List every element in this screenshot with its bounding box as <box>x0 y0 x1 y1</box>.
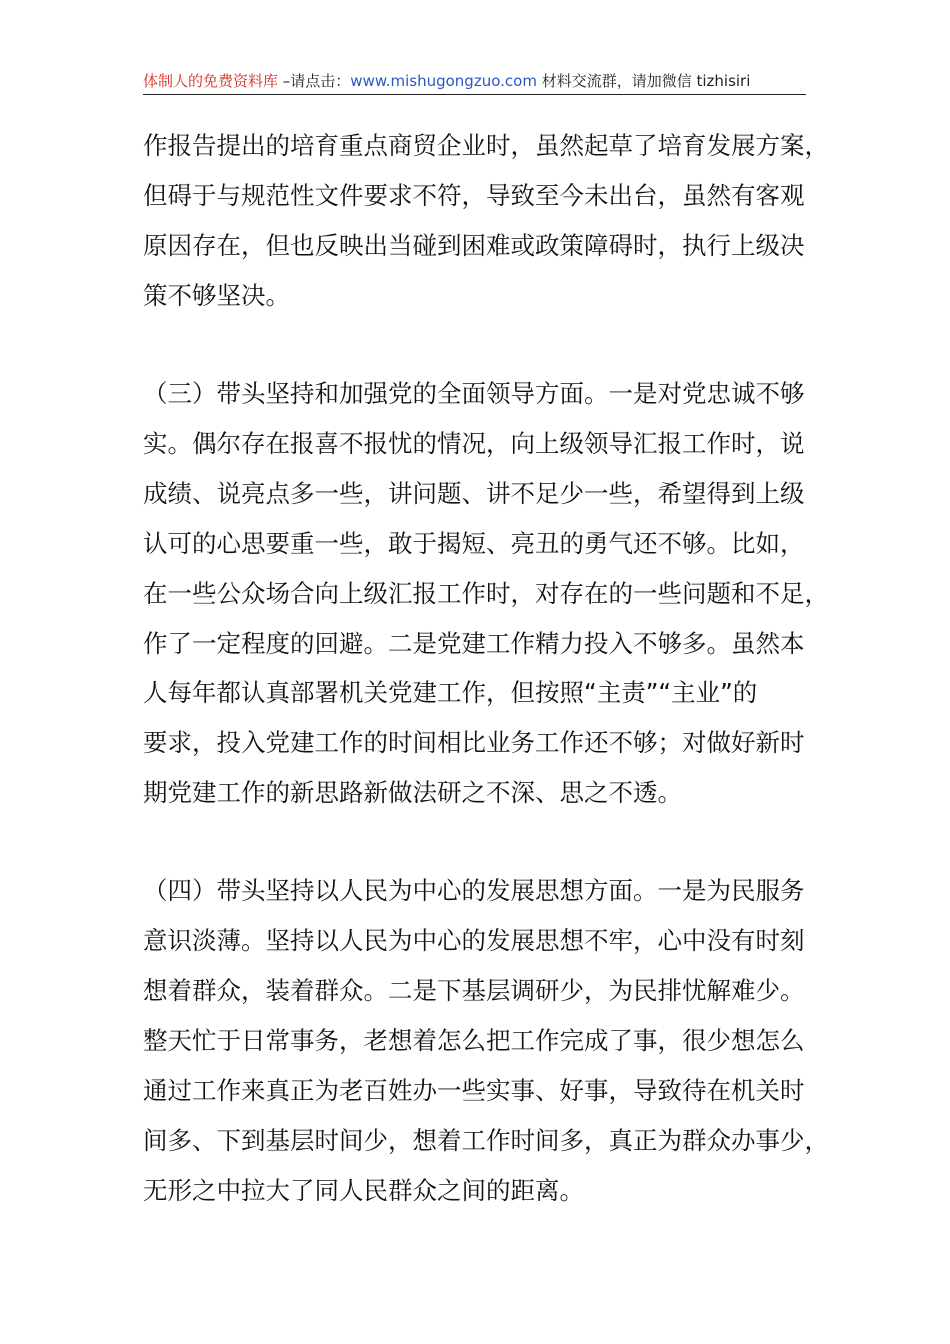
text-line: 但碍于与规范性文件要求不符，导致至今未出台，虽然有客观 <box>143 181 805 210</box>
text-line: 成绩、说亮点多一些，讲问题、讲不足少一些，希望得到上级 <box>143 479 805 508</box>
text-line: 认可的心思要重一些，敢于揭短、亮丑的勇气还不够。比如， <box>143 529 805 558</box>
text-line: 作了一定程度的回避。二是党建工作精力投入不够多。虽然本 <box>143 629 805 658</box>
text-line: 间多、下到基层时间少，想着工作时间多，真正为群众办事少， <box>143 1126 829 1155</box>
header-brand: 体制人的免费资料库 <box>143 72 279 90</box>
text-line: 要求，投入党建工作的时间相比业务工作还不够；对做好新时 <box>143 728 805 757</box>
text-line: 实。偶尔存在报喜不报忧的情况，向上级领导汇报工作时，说 <box>143 429 805 458</box>
text-line: 整天忙于日常事务，老想着怎么把工作完成了事，很少想怎么 <box>143 1026 805 1055</box>
text-line: 期党建工作的新思路新做法研之不深、思之不透。 <box>143 778 682 807</box>
text-line: 作报告提出的培育重点商贸企业时，虽然起草了培育发展方案， <box>143 131 829 160</box>
text-line: 意识淡薄。坚持以人民为中心的发展思想不牢，心中没有时刻 <box>143 926 805 955</box>
section-heading-line: （三）带头坚持和加强党的全面领导方面。一是对党忠诚不够 <box>143 379 805 408</box>
header-url-link[interactable]: www.mishugongzuo.com <box>350 72 537 90</box>
section-heading-line: （四）带头坚持以人民为中心的发展思想方面。一是为民服务 <box>143 876 805 905</box>
header-wechat-note: 材料交流群，请加微信 tizhisiri <box>536 72 751 90</box>
text-line: 原因存在，但也反映出当碰到困难或政策障碍时，执行上级决 <box>143 231 805 260</box>
text-line: 想着群众，装着群众。二是下基层调研少，为民排忧解难少。 <box>143 976 805 1005</box>
text-line: 人每年都认真部署机关党建工作，但按照“主责”“主业”的 <box>143 678 758 707</box>
text-line: 在一些公众场合向上级汇报工作时，对存在的一些问题和不足， <box>143 579 829 608</box>
page-header <box>143 68 806 95</box>
text-line: 通过工作来真正为老百姓办一些实事、好事，导致待在机关时 <box>143 1076 805 1105</box>
text-line: 策不够坚决。 <box>143 281 290 310</box>
header-prompt: –请点击： <box>278 72 351 90</box>
text-line: 无形之中拉大了同人民群众之间的距离。 <box>143 1176 584 1205</box>
